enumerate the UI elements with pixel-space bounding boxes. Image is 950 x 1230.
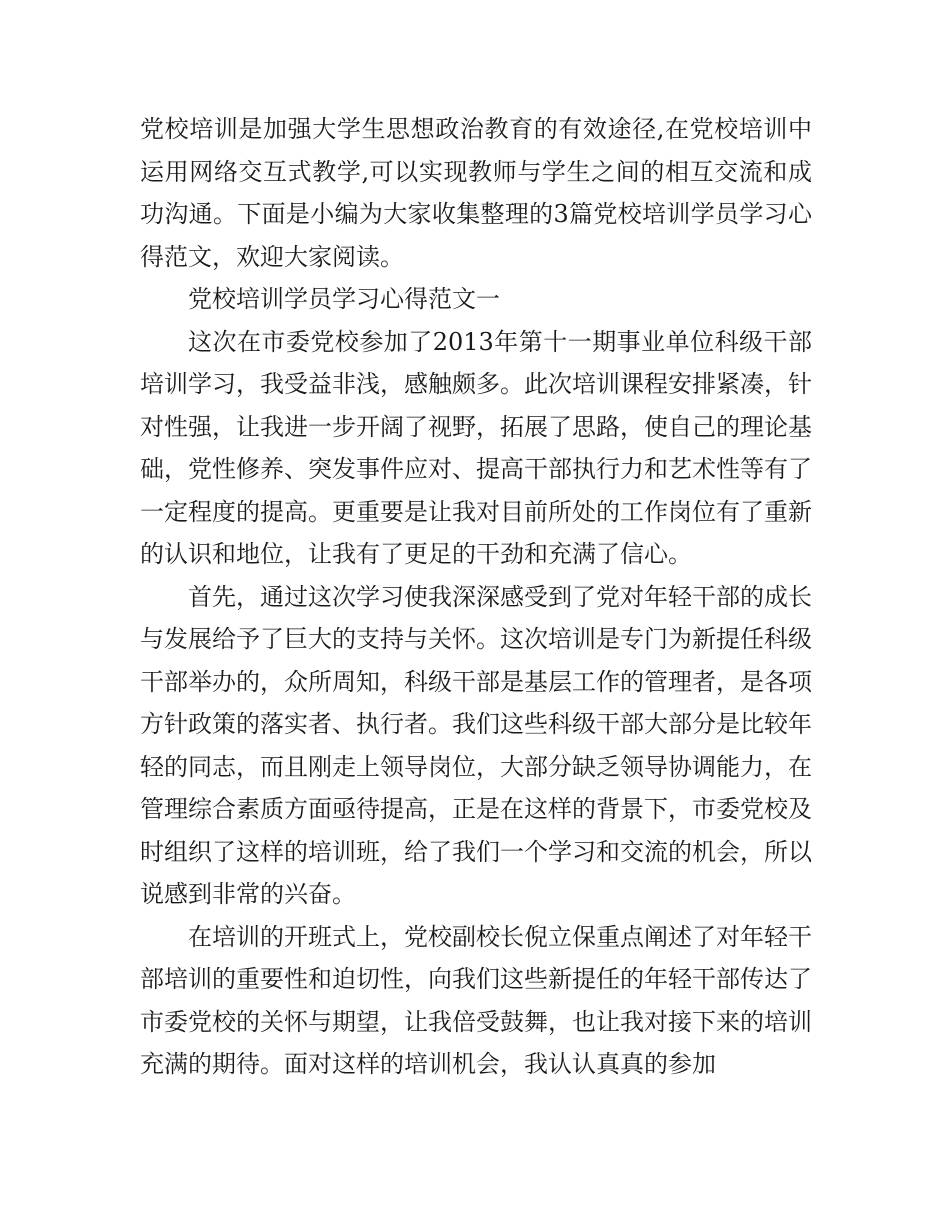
body-paragraph: 这次在市委党校参加了2013年第十一期事业单位科级干部培训学习，我受益非浅，感触颇多。此次培训课程安排紧凑，针对性强，让我进一步开阔了视野，拓展了思路，使自己的理论基础，党性修养、突发事件应对、提高干部执行力和艺术性等有了一定程度的提高。更重要是让我对目前所处的工作岗位有了重新的认识和地位，让我有了更足的干劲和充满了信心。 [140, 327, 812, 568]
body-paragraph: 首先，通过这次学习使我深深感受到了党对年轻干部的成长与发展给予了巨大的支持与关怀。这次培训是专门为新提任科级干部举办的，众所周知，科级干部是基层工作的管理者，是各项方针政策的落实者、执行者。我们这些科级干部大部分是比较年轻的同志，而且刚走上领导岗位，大部分缺乏领导协调能力，在管理综合素质方面亟待提高，正是在这样的背景下，市委党校及时组织了这样的培训班，给了我们一个学习和交流的机会，所以说感到非常的兴奋。 [140, 582, 812, 908]
section-heading: 党校培训学员学习心得范文一 [188, 285, 500, 313]
document-body [140, 108, 812, 1086]
intro-paragraph: 党校培训是加强大学生思想政治教育的有效途径,在党校培训中运用网络交互式教学,可以实现教师与学生之间的相互交流和成功沟通。下面是小编为大家收集整理的3篇党校培训学员学习心得范文，欢迎大家阅读。 [140, 115, 812, 271]
body-paragraph: 在培训的开班式上，党校副校长倪立保重点阐述了对年轻干部培训的重要性和迫切性，向我们这些新提任的年轻干部传达了市委党校的关怀与期望，让我倍受鼓舞，也让我对接下来的培训充满的期待。面对这样的培训机会，我认认真真的参加 [140, 922, 812, 1078]
